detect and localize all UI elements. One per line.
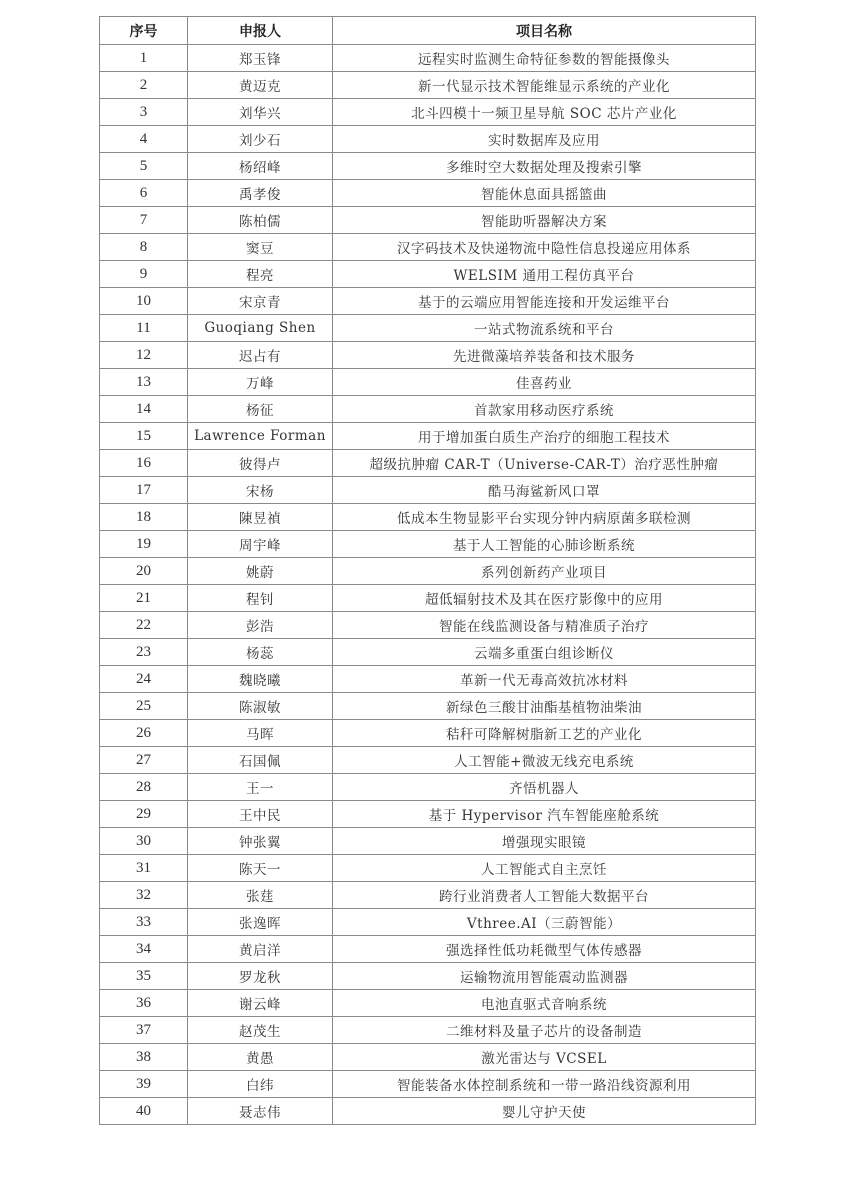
table-row [100,801,756,828]
cell-project-name: 运输物流用智能震动监测器 [333,963,756,990]
cell-applicant: 程亮 [188,261,333,288]
cell-project-name: 超低辐射技术及其在医疗影像中的应用 [333,585,756,612]
cell-applicant: 王中民 [188,801,333,828]
cell-project-name: 低成本生物显影平台实现分钟内病原菌多联检测 [333,504,756,531]
cell-project-name: Vthree.AI（三蔚智能） [333,909,756,936]
table-row [100,612,756,639]
cell-applicant: 陈淑敏 [188,693,333,720]
table-row [100,45,756,72]
cell-applicant: 黄启洋 [188,936,333,963]
table-row [100,396,756,423]
cell-serial-number: 2 [100,72,188,99]
cell-project-name: 酷马海鲨新风口罩 [333,477,756,504]
cell-applicant: 黄迈克 [188,72,333,99]
table-row [100,72,756,99]
cell-applicant: 谢云峰 [188,990,333,1017]
cell-applicant: 彼得卢 [188,450,333,477]
table-row [100,909,756,936]
cell-serial-number: 38 [100,1044,188,1071]
cell-applicant: 石国佩 [188,747,333,774]
cell-serial-number: 32 [100,882,188,909]
cell-serial-number: 27 [100,747,188,774]
table-row [100,180,756,207]
cell-applicant: 刘少石 [188,126,333,153]
cell-project-name: 智能装备水体控制系统和一带一路沿线资源利用 [333,1071,756,1098]
cell-serial-number: 1 [100,45,188,72]
table-row [100,963,756,990]
cell-project-name: 齐悟机器人 [333,774,756,801]
cell-project-name: 婴儿守护天使 [333,1098,756,1125]
cell-serial-number: 5 [100,153,188,180]
cell-applicant: 宋京青 [188,288,333,315]
cell-project-name: 实时数据库及应用 [333,126,756,153]
cell-applicant: 姚蔚 [188,558,333,585]
cell-applicant: 杨征 [188,396,333,423]
cell-serial-number: 28 [100,774,188,801]
cell-applicant: 罗龙秋 [188,963,333,990]
cell-applicant: 魏晓曦 [188,666,333,693]
cell-applicant: 杨绍峰 [188,153,333,180]
header-serial-number: 序号 [100,17,188,45]
cell-applicant: 赵茂生 [188,1017,333,1044]
table-row [100,450,756,477]
cell-applicant: 黄愚 [188,1044,333,1071]
cell-serial-number: 26 [100,720,188,747]
cell-serial-number: 13 [100,369,188,396]
cell-serial-number: 4 [100,126,188,153]
table-row [100,558,756,585]
cell-applicant: 钟张翼 [188,828,333,855]
cell-serial-number: 3 [100,99,188,126]
table-row [100,261,756,288]
table-row [100,639,756,666]
cell-project-name: 激光雷达与 VCSEL [333,1044,756,1071]
cell-applicant: 迟占有 [188,342,333,369]
cell-project-name: 二维材料及量子芯片的设备制造 [333,1017,756,1044]
table-row [100,666,756,693]
cell-serial-number: 40 [100,1098,188,1125]
cell-applicant: 王一 [188,774,333,801]
table-row [100,288,756,315]
table-header-row [100,17,756,45]
cell-applicant: 张逸晖 [188,909,333,936]
cell-project-name: 用于增加蛋白质生产治疗的细胞工程技术 [333,423,756,450]
table-row [100,477,756,504]
project-list-table-container [99,16,755,1125]
table-row [100,774,756,801]
table-row [100,99,756,126]
cell-applicant: Guoqiang Shen [188,315,333,342]
cell-applicant: 陈柏儒 [188,207,333,234]
cell-project-name: 北斗四模十一频卫星导航 SOC 芯片产业化 [333,99,756,126]
cell-project-name: 系列创新药产业项目 [333,558,756,585]
table-row [100,1017,756,1044]
table-row [100,234,756,261]
table-row [100,882,756,909]
cell-project-name: 超级抗肿瘤 CAR-T（Universe-CAR-T）治疗恶性肿瘤 [333,450,756,477]
table-row [100,1044,756,1071]
cell-project-name: 汉字码技术及快递物流中隐性信息投递应用体系 [333,234,756,261]
cell-project-name: 先进微藻培养装备和技术服务 [333,342,756,369]
cell-applicant: 程钊 [188,585,333,612]
cell-applicant: 刘华兴 [188,99,333,126]
table-row [100,720,756,747]
table-row [100,1098,756,1125]
cell-applicant: 聂志伟 [188,1098,333,1125]
cell-serial-number: 29 [100,801,188,828]
table-row [100,936,756,963]
cell-serial-number: 31 [100,855,188,882]
cell-serial-number: 23 [100,639,188,666]
cell-project-name: 基于 Hypervisor 汽车智能座舱系统 [333,801,756,828]
table-row [100,342,756,369]
cell-serial-number: 14 [100,396,188,423]
cell-project-name: 跨行业消费者人工智能大数据平台 [333,882,756,909]
cell-project-name: 智能休息面具摇篮曲 [333,180,756,207]
table-row [100,585,756,612]
cell-project-name: 首款家用移动医疗系统 [333,396,756,423]
cell-project-name: 增强现实眼镜 [333,828,756,855]
cell-project-name: 人工智能+微波无线充电系统 [333,747,756,774]
header-applicant: 申报人 [188,17,333,45]
cell-serial-number: 37 [100,1017,188,1044]
cell-serial-number: 34 [100,936,188,963]
cell-serial-number: 21 [100,585,188,612]
cell-project-name: 强选择性低功耗微型气体传感器 [333,936,756,963]
cell-serial-number: 39 [100,1071,188,1098]
cell-serial-number: 30 [100,828,188,855]
cell-serial-number: 17 [100,477,188,504]
cell-serial-number: 36 [100,990,188,1017]
cell-serial-number: 19 [100,531,188,558]
cell-applicant: 宋杨 [188,477,333,504]
cell-applicant: 禹孝俊 [188,180,333,207]
cell-serial-number: 22 [100,612,188,639]
cell-project-name: 佳喜药业 [333,369,756,396]
cell-project-name: 智能在线监测设备与精准质子治疗 [333,612,756,639]
cell-serial-number: 9 [100,261,188,288]
cell-serial-number: 24 [100,666,188,693]
table-row [100,207,756,234]
cell-project-name: 一站式物流系统和平台 [333,315,756,342]
cell-project-name: 多维时空大数据处理及搜索引擎 [333,153,756,180]
header-project-name: 项目名称 [333,17,756,45]
cell-project-name: 基于的云端应用智能连接和开发运维平台 [333,288,756,315]
cell-serial-number: 15 [100,423,188,450]
cell-serial-number: 25 [100,693,188,720]
cell-project-name: 秸秆可降解树脂新工艺的产业化 [333,720,756,747]
cell-applicant: 白纬 [188,1071,333,1098]
cell-project-name: 基于人工智能的心肺诊断系统 [333,531,756,558]
cell-applicant: 陈天一 [188,855,333,882]
cell-project-name: 电池直驱式音响系统 [333,990,756,1017]
project-list-table [99,16,756,1125]
cell-project-name: 革新一代无毒高效抗冰材料 [333,666,756,693]
table-row [100,531,756,558]
cell-serial-number: 7 [100,207,188,234]
table-row [100,828,756,855]
cell-serial-number: 8 [100,234,188,261]
table-row [100,693,756,720]
cell-serial-number: 33 [100,909,188,936]
cell-project-name: 云端多重蛋白组诊断仪 [333,639,756,666]
cell-serial-number: 35 [100,963,188,990]
cell-serial-number: 12 [100,342,188,369]
table-row [100,315,756,342]
cell-applicant: 张莛 [188,882,333,909]
cell-project-name: 远程实时监测生命特征参数的智能摄像头 [333,45,756,72]
cell-serial-number: 10 [100,288,188,315]
cell-applicant: 陳昱禎 [188,504,333,531]
table-row [100,1071,756,1098]
cell-project-name: 新一代显示技术智能维显示系统的产业化 [333,72,756,99]
table-row [100,369,756,396]
cell-project-name: 智能助听器解决方案 [333,207,756,234]
table-row [100,126,756,153]
table-row [100,423,756,450]
table-row [100,855,756,882]
cell-applicant: 周宇峰 [188,531,333,558]
table-body [100,45,756,1125]
table-row [100,504,756,531]
table-row [100,747,756,774]
cell-applicant: Lawrence Forman [188,423,333,450]
cell-serial-number: 11 [100,315,188,342]
cell-serial-number: 6 [100,180,188,207]
cell-serial-number: 16 [100,450,188,477]
table-row [100,153,756,180]
cell-applicant: 窦豆 [188,234,333,261]
cell-project-name: WELSIM 通用工程仿真平台 [333,261,756,288]
cell-applicant: 郑玉锋 [188,45,333,72]
cell-applicant: 彭浩 [188,612,333,639]
cell-project-name: 新绿色三酸甘油酯基植物油柴油 [333,693,756,720]
cell-project-name: 人工智能式自主烹饪 [333,855,756,882]
table-row [100,990,756,1017]
cell-serial-number: 20 [100,558,188,585]
cell-serial-number: 18 [100,504,188,531]
cell-applicant: 杨蕊 [188,639,333,666]
cell-applicant: 万峰 [188,369,333,396]
cell-applicant: 马晖 [188,720,333,747]
